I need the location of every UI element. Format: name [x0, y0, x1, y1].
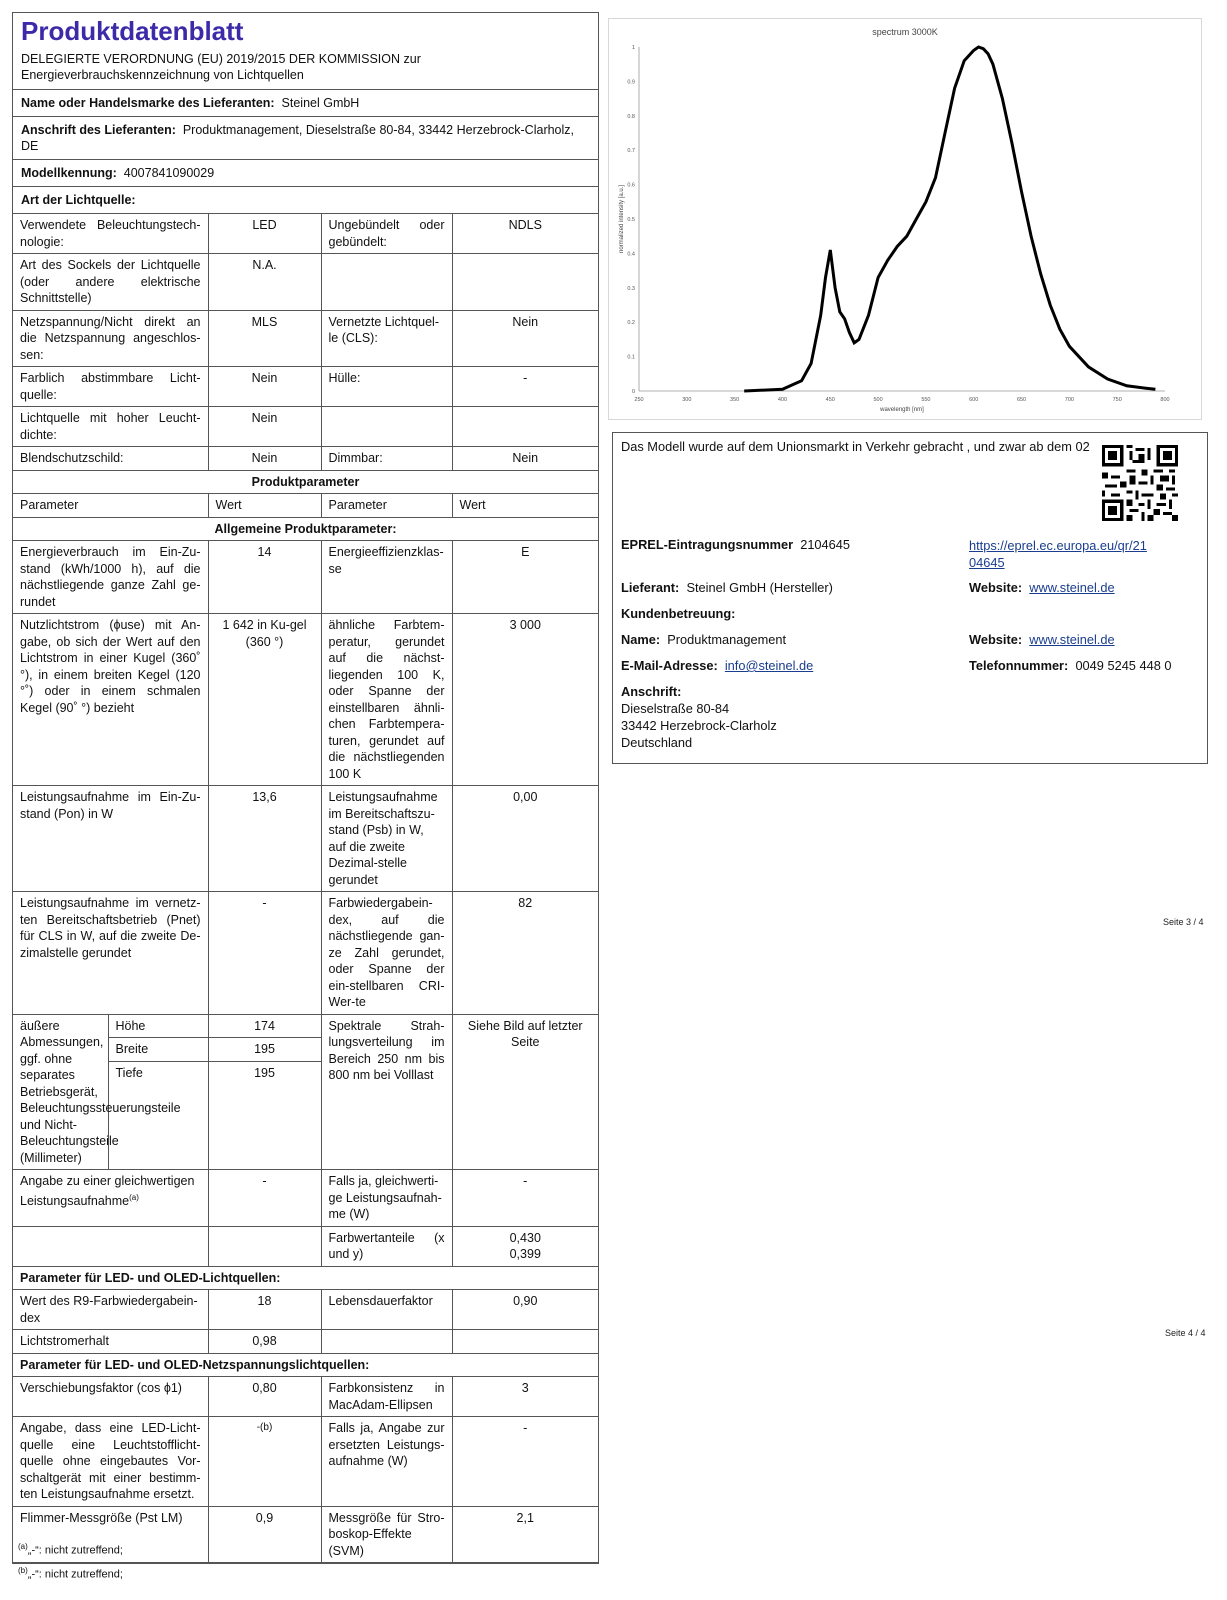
param-value: E — [452, 541, 598, 614]
param-label: Lichtquelle mit hoher Leucht-dichte: — [13, 407, 208, 447]
param-value: - — [208, 892, 321, 1015]
table-row — [13, 614, 598, 786]
regulation-text: DELEGIERTE VERORDNUNG (EU) 2019/2015 DER KOMMISSION zur Energieverbrauchskennzeichnung von Lichtquellen — [13, 47, 598, 90]
param-label: Lebensdauerfaktor — [321, 1290, 452, 1330]
y-tick-label: 0.2 — [627, 320, 635, 327]
chroma-x: 0,430 — [509, 1230, 541, 1245]
param-label: Vernetzte Lichtquel-le (CLS): — [321, 310, 452, 367]
contact-name-row — [621, 632, 786, 647]
param-label: Blendschutzschild: — [13, 447, 208, 471]
param-label: Spektrale Strah-lungsverteilung im Bereich 250 nm bis 800 nm bei Volllast — [321, 1014, 452, 1170]
param-label: Leistungsaufnahme im Ein-Zu-stand (Pon) in W — [13, 786, 208, 892]
website2-row — [969, 632, 1115, 647]
x-tick-label: 550 — [921, 397, 931, 403]
table-row — [13, 1290, 598, 1330]
param-label: Art des Sockels der Lichtquelle (oder andere elektrische Schnittstelle) — [13, 254, 208, 311]
param-value: 0,98 — [208, 1330, 321, 1354]
website2-link[interactable]: www.steinel.de — [1029, 632, 1115, 647]
param-value: - — [452, 367, 598, 407]
param-value: Siehe Bild auf letzter Seite — [452, 1014, 598, 1170]
model-id-value: 4007841090029 — [123, 166, 215, 180]
y-tick-label: 1 — [631, 45, 635, 51]
param-value: Nein — [452, 447, 598, 471]
param-label — [13, 1170, 208, 1227]
spectrum-series-line — [744, 47, 1155, 391]
param-label: Ungebündelt oder gebündelt: — [321, 214, 452, 254]
param-value — [452, 1226, 598, 1266]
param-value: 0,80 — [208, 1377, 321, 1417]
param-label: Verwendete Beleuchtungstech-nologie: — [13, 214, 208, 254]
param-label: Leistungsaufnahme im vernetz-ten Bereitschaftsbetrieb (Pnet) für CLS in W, auf die zweite De-zimalstelle gerundet — [13, 892, 208, 1015]
param-label: Farbkonsistenz in MacAdam-Ellipsen — [321, 1377, 452, 1417]
footnote-b — [18, 1566, 123, 1581]
x-tick-label: 450 — [825, 397, 835, 403]
y-tick-label: 0.4 — [627, 251, 635, 258]
phone-value: 0049 5245 448 0 — [1075, 658, 1172, 673]
table-row — [13, 786, 598, 892]
param-label: Angabe, dass eine LED-Licht-quelle eine Leuchtstofflicht-quelle ohne eingebautes Vor-schaltgerät mit einer bestimm-ten Leistungsaufnahme ersetzt. — [13, 1417, 208, 1507]
column-header: Parameter — [321, 494, 452, 518]
param-value: 0,9 — [208, 1506, 321, 1563]
table-row — [13, 407, 598, 447]
param-label: Netzspannung/Nicht direkt an die Netzspannung angeschlos-sen: — [13, 310, 208, 367]
supplier-name-value: Steinel GmbH — [281, 96, 360, 110]
param-label — [321, 407, 452, 447]
empty-cell — [13, 1226, 208, 1266]
supplier-label: Lieferant: — [621, 580, 680, 595]
param-value: MLS — [208, 310, 321, 367]
page-number: Seite 4 / 4 — [1165, 1328, 1206, 1338]
page-number: Seite 3 / 4 — [1163, 917, 1204, 927]
dimension-value: 174 — [209, 1015, 321, 1039]
param-label: Falls ja, gleichwerti-ge Leistungsaufnah-me (W) — [321, 1170, 452, 1227]
supplier-name-row — [13, 90, 598, 117]
column-header: Wert — [208, 494, 321, 518]
customer-service-label: Kundenbetreuung: — [621, 606, 736, 621]
chroma-y: 0,399 — [509, 1247, 541, 1261]
page-title: Produktdatenblatt — [21, 16, 244, 46]
y-tick-label: 0.3 — [627, 285, 635, 292]
param-label: Leistungsaufnahme im Bereitschaftszu-stand (Psb) in W, auf die zweite Dezimal-stelle gerundet — [321, 786, 452, 892]
param-value: 3 — [452, 1377, 598, 1417]
param-value: - — [452, 1170, 598, 1227]
param-label: Flimmer-Messgröße (Pst LM) — [13, 1506, 208, 1563]
param-label: Nutzlichtstrom (ϕuse) mit An-gabe, ob sich der Wert auf den Lichtstrom in einer Kugel (360˚ °), in einem breiten Kegel (120 °˚) oder in einem schmalen Kegel (90˚ °) bezieht — [13, 614, 208, 786]
dimension-value: 195 — [254, 1065, 275, 1080]
param-label: Farbwiedergabein-dex, auf die nächstliegende gan-ze Zahl gerundet, oder Spanne der ein-stellbaren CRI-Wer-te — [321, 892, 452, 1015]
phone-row — [969, 658, 1172, 673]
param-value: 82 — [452, 892, 598, 1015]
footnote-mark: (a) — [18, 1542, 28, 1551]
table-row — [13, 1330, 598, 1354]
param-label: Verschiebungsfaktor (cos ϕ1) — [13, 1377, 208, 1417]
param-value: Nein — [208, 367, 321, 407]
table-row — [13, 310, 598, 367]
param-label-text: Angabe zu einer gleichwertigen Leistungsaufnahme — [20, 1174, 195, 1208]
param-label — [321, 254, 452, 311]
param-label: Farbwertanteile (x und y) — [321, 1226, 452, 1266]
table-row — [13, 1226, 598, 1266]
eprel-link-line[interactable]: 04645 — [969, 555, 1005, 570]
column-headers — [13, 494, 598, 518]
general-params-heading: Allgemeine Produktparameter: — [13, 517, 598, 541]
param-value: -(b) — [208, 1417, 321, 1507]
table-row — [13, 367, 598, 407]
light-source-type-heading: Art der Lichtquelle: — [13, 187, 598, 214]
eprel-row — [621, 537, 850, 552]
param-value: Nein — [208, 447, 321, 471]
footnote-ref: (a) — [129, 1192, 139, 1202]
y-tick-label: 0.7 — [627, 148, 635, 155]
x-tick-label: 750 — [1112, 397, 1122, 403]
product-params-heading: Produktparameter — [13, 470, 598, 494]
eprel-link-line[interactable]: https://eprel.ec.europa.eu/qr/21 — [969, 538, 1147, 553]
website2-label: Website: — [969, 632, 1023, 647]
param-value: - — [452, 1417, 598, 1507]
empty-cell — [208, 1226, 321, 1266]
supplier-value: Steinel GmbH (Hersteller) — [686, 580, 833, 595]
spectrum-chart — [608, 18, 1202, 420]
table-row — [13, 447, 598, 471]
eprel-link[interactable] — [969, 537, 1147, 571]
address-label: Anschrift: — [621, 684, 682, 699]
dimension-value: 195 — [209, 1038, 321, 1062]
x-tick-label: 300 — [682, 397, 692, 403]
param-value — [452, 1330, 598, 1354]
dimension-name: Tiefe — [115, 1065, 143, 1080]
param-label: Energieeffizienzklas-se — [321, 541, 452, 614]
market-text: Das Modell wurde auf dem Unionsmarkt in Verkehr gebracht , und zwar ab dem 02 — [621, 439, 1090, 454]
dimension-name: Höhe — [109, 1015, 208, 1039]
param-label: Wert des R9-Farbwiedergabein-dex — [13, 1290, 208, 1330]
x-tick-label: 600 — [969, 397, 979, 403]
table-row — [13, 1417, 598, 1507]
x-tick-label: 650 — [1016, 397, 1027, 403]
x-tick-label: 800 — [1160, 397, 1170, 403]
supplier-address-row — [13, 117, 598, 160]
model-id-row — [13, 160, 598, 187]
y-tick-label: 0.6 — [627, 182, 635, 189]
param-label: Falls ja, Angabe zur ersetzten Leistungs-aufnahme (W) — [321, 1417, 452, 1507]
model-id-label: Modellkennung: — [21, 166, 117, 180]
email-label: E-Mail-Adresse: — [621, 658, 718, 673]
footnote-text: „-“: nicht zutreffend; — [27, 1544, 123, 1557]
param-value: - — [208, 1170, 321, 1227]
param-value: 13,6 — [208, 786, 321, 892]
parameter-table — [13, 214, 598, 1563]
table-row — [13, 541, 598, 614]
y-axis-label: normalized intensity [a.u.] — [619, 184, 625, 254]
website-link[interactable]: www.steinel.de — [1029, 580, 1115, 595]
x-tick-label: 350 — [730, 397, 740, 403]
chart-title: spectrum 3000K — [872, 27, 938, 37]
x-tick-label: 700 — [1064, 397, 1074, 403]
y-tick-label: 0.5 — [627, 217, 635, 223]
param-label: Lichtstromerhalt — [13, 1330, 208, 1354]
param-label: Hülle: — [321, 367, 452, 407]
y-tick-label: 0.8 — [627, 113, 635, 120]
info-panel — [612, 432, 1208, 764]
param-label: Farblich abstimmbare Licht-quelle: — [13, 367, 208, 407]
eprel-value: 2104645 — [800, 537, 851, 552]
footnote-a — [18, 1542, 123, 1557]
param-label: Messgröße für Stro-boskop-Effekte (SVM) — [321, 1506, 452, 1563]
param-label: ähnliche Farbtem-peratur, gerundet auf die nächst-liegenden 100 K, oder Spanne der einstellbaren ähnli-chen Farbtempera-turen, gerundet auf die nächstliegenden 100 K — [321, 614, 452, 786]
x-tick-label: 400 — [777, 397, 788, 403]
spectrum-chart-svg — [609, 19, 1201, 419]
param-value: 1 642 in Ku-gel (360 °) — [208, 614, 321, 786]
mains-params-heading: Parameter für LED- und OLED-Netzspannungslichtquellen: — [13, 1353, 598, 1377]
table-row — [13, 1377, 598, 1417]
param-value: 0,00 — [452, 786, 598, 892]
footnote-text: „-“: nicht zutreffend; — [27, 1568, 123, 1581]
eprel-label: EPREL-Eintragungsnummer — [621, 537, 794, 552]
footnote-mark: (b) — [18, 1566, 28, 1575]
dimensions-label: äußere Abmessungen, ggf. ohne separates Betriebsgerät, Beleuchtungssteuerungsteile und Nicht-Beleuchtungsteile (Millimeter) — [13, 1015, 108, 1170]
param-label: Dimmbar: — [321, 447, 452, 471]
contact-name-label: Name: — [621, 632, 661, 647]
qr-code-icon — [1102, 445, 1178, 521]
param-label: Energieverbrauch im Ein-Zu-stand (kWh/1000 h), auf die nächstliegende ganze Zahl ge-rundet — [13, 541, 208, 614]
dimensions-row — [13, 1014, 598, 1170]
product-data-sheet — [12, 12, 599, 1564]
supplier-row — [621, 580, 833, 595]
table-row — [13, 892, 598, 1015]
param-value — [452, 407, 598, 447]
table-row — [13, 214, 598, 254]
y-tick-label: 0.1 — [627, 354, 635, 361]
led-params-heading: Parameter für LED- und OLED-Lichtquellen: — [13, 1266, 598, 1290]
table-row — [13, 1170, 598, 1227]
email-link[interactable]: info@steinel.de — [724, 658, 814, 673]
supplier-address-label: Anschrift des Lieferanten: — [21, 123, 176, 137]
email-row — [621, 658, 813, 673]
address-line: 33442 Herzebrock-Clarholz — [621, 718, 777, 733]
param-value: 14 — [208, 541, 321, 614]
param-value: 2,1 — [452, 1506, 598, 1563]
y-tick-label: 0.9 — [627, 79, 635, 86]
param-value: 3 000 — [452, 614, 598, 786]
column-header: Wert — [452, 494, 598, 518]
phone-label: Telefonnummer: — [969, 658, 1069, 673]
column-header: Parameter — [13, 494, 208, 518]
param-label — [321, 1330, 452, 1354]
param-value: Nein — [208, 407, 321, 447]
param-value: 0,90 — [452, 1290, 598, 1330]
param-value — [452, 254, 598, 311]
param-value: 18 — [208, 1290, 321, 1330]
param-value: LED — [208, 214, 321, 254]
supplier-name-label: Name oder Handelsmarke des Lieferanten: — [21, 96, 275, 110]
x-tick-label: 250 — [634, 397, 644, 403]
param-value: NDLS — [452, 214, 598, 254]
x-axis-label: wavelength [nm] — [880, 407, 924, 413]
param-value: Nein — [452, 310, 598, 367]
supplier-address-value: Produktmanagement, Dieselstraße 80-84, 33442 Herzebrock-Clarholz, DE — [21, 123, 575, 153]
address-line: Deutschland — [621, 735, 693, 750]
table-row — [13, 254, 598, 311]
dimension-name: Breite — [109, 1038, 208, 1062]
website-row — [969, 580, 1115, 595]
address-line: Dieselstraße 80-84 — [621, 701, 730, 716]
param-value: N.A. — [208, 254, 321, 311]
website-label: Website: — [969, 580, 1023, 595]
y-tick-label: 0 — [631, 389, 635, 395]
contact-name-value: Produktmanagement — [667, 632, 787, 647]
x-tick-label: 500 — [873, 397, 883, 403]
